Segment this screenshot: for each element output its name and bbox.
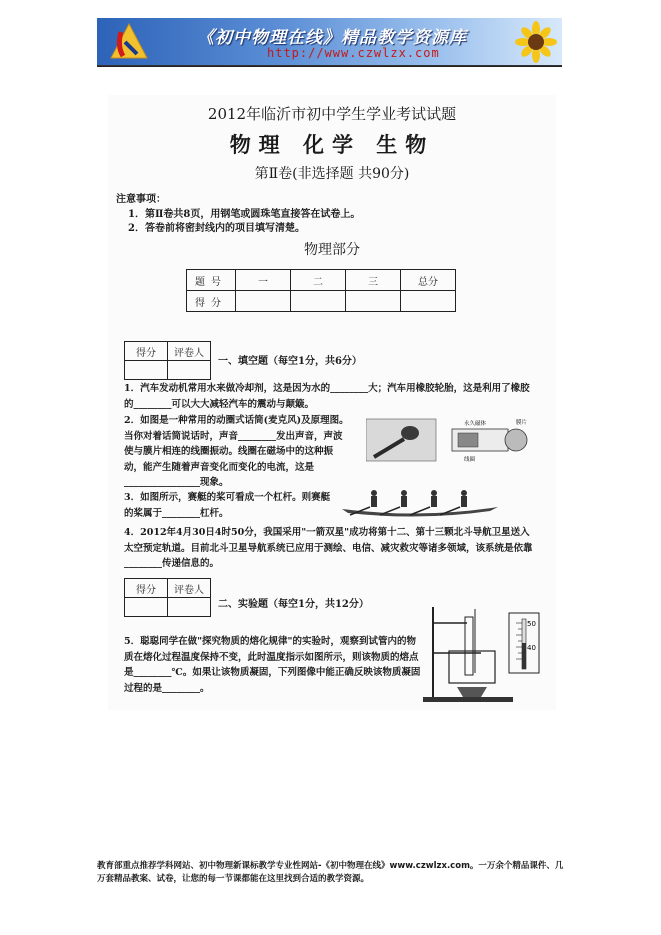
exam-subjects: 物理 化学 生物 <box>229 132 435 157</box>
score-header-cell: 题号 <box>187 270 236 291</box>
section-title: 物理部分 <box>304 242 360 258</box>
note-item: 1．第Ⅱ卷共8页，用钢笔或圆珠笔直接答在试卷上。 <box>128 209 361 220</box>
fig-label-diaphragm: 膜片 <box>516 420 528 426</box>
fig-label-coil: 线圈 <box>464 457 476 463</box>
score-header-cell: 一 <box>236 270 291 291</box>
score-cell[interactable] <box>291 291 346 312</box>
part1-score-box <box>124 341 211 380</box>
question-4: 4．2012年4月30日4时50分，我国采用"一箭双星"成功将第十二、第十三颗北斗导航卫星送入太空预定轨道。目前北斗卫星导航系统已应用于测绘、电信、减灾救灾等诸多领域，该系统是依靠________传递信息的。 <box>124 527 533 569</box>
question-1: 1．汽车发动机常用水来做冷却剂，这是因为水的________大；汽车用橡胶轮胎，这是利用了橡胶的________可以大大减轻汽车的震动与颠簸。 <box>124 383 530 410</box>
score-cell[interactable] <box>236 291 291 312</box>
part2-score-box <box>124 578 211 617</box>
score-box-label: 得分 <box>125 342 168 361</box>
score-box-cell[interactable] <box>125 361 168 380</box>
part2-heading: 二、实验题（每空1分，共12分） <box>218 599 369 610</box>
question-3: 3．如图所示，赛艇的桨可看成一个杠杆。则赛艇的桨属于________杠杆。 <box>124 492 331 519</box>
microphone-figure <box>366 415 536 465</box>
banner-title: 《初中物理在线》精品教学资源库 <box>197 28 467 48</box>
note-item: 2．答卷前将密封线内的项目填写清楚。 <box>128 223 305 234</box>
thermo-tick-40: 40 <box>527 644 536 652</box>
score-row-label: 得分 <box>187 291 236 312</box>
exam-volume: 第Ⅱ卷(非选择题 共90分) <box>254 166 410 182</box>
score-table <box>186 269 456 312</box>
score-box-label: 得分 <box>125 579 168 598</box>
score-header-cell: 总分 <box>401 270 456 291</box>
score-cell[interactable] <box>346 291 401 312</box>
site-logo-icon <box>107 22 151 62</box>
score-box-label: 评卷人 <box>168 579 211 598</box>
melting-experiment-figure <box>421 603 551 703</box>
banner-rule <box>97 66 562 67</box>
score-header-cell: 二 <box>291 270 346 291</box>
footer-text: 教育部重点推荐学科网站、初中物理新课标教学专业性网站-《初中物理在线》www.czwlzx.com。一万余个精品课件、几万套精品教案、试卷，让您的每一节课都能在这里找到合适的教学资源。 <box>97 861 564 884</box>
rowing-boat-figure <box>340 485 500 519</box>
score-header-cell: 三 <box>346 270 401 291</box>
part1-heading: 一、填空题（每空1分，共6分） <box>218 356 362 367</box>
score-box-cell[interactable] <box>125 598 168 617</box>
sunflower-icon <box>500 21 558 63</box>
question-5: 5．聪聪同学在做"探究物质的熔化规律"的实验时，观察到试管内的物质在熔化过程温度保持不变，此时温度指示如图所示，则该物质的熔点是________℃。如果让该物质凝固，下列图像中能正确反映该物质凝固过程的是________。 <box>124 636 421 694</box>
question-2: 2．如图是一种常用的动圈式话筒(麦克风)及原理图。当你对着话筒说话时，声音________发出声音，声波使与膜片相连的线圈振动。线圈在磁场中的这种振动，能产生随着声音变化而变化的电流，这是________________现象。 <box>124 415 349 488</box>
fig-label-magnet: 永久磁体 <box>464 421 487 427</box>
notes-heading: 注意事项： <box>116 194 166 205</box>
thermo-tick-50: 50 <box>527 620 536 628</box>
score-box-cell[interactable] <box>168 361 211 380</box>
exam-title: 2012年临沂市初中学生学业考试试题 <box>207 105 457 123</box>
banner-url[interactable]: http://www.czwlzx.com <box>267 46 440 60</box>
scanned-exam-page <box>108 95 556 710</box>
score-cell[interactable] <box>401 291 456 312</box>
score-box-cell[interactable] <box>168 598 211 617</box>
score-box-label: 评卷人 <box>168 342 211 361</box>
site-banner <box>97 18 562 66</box>
